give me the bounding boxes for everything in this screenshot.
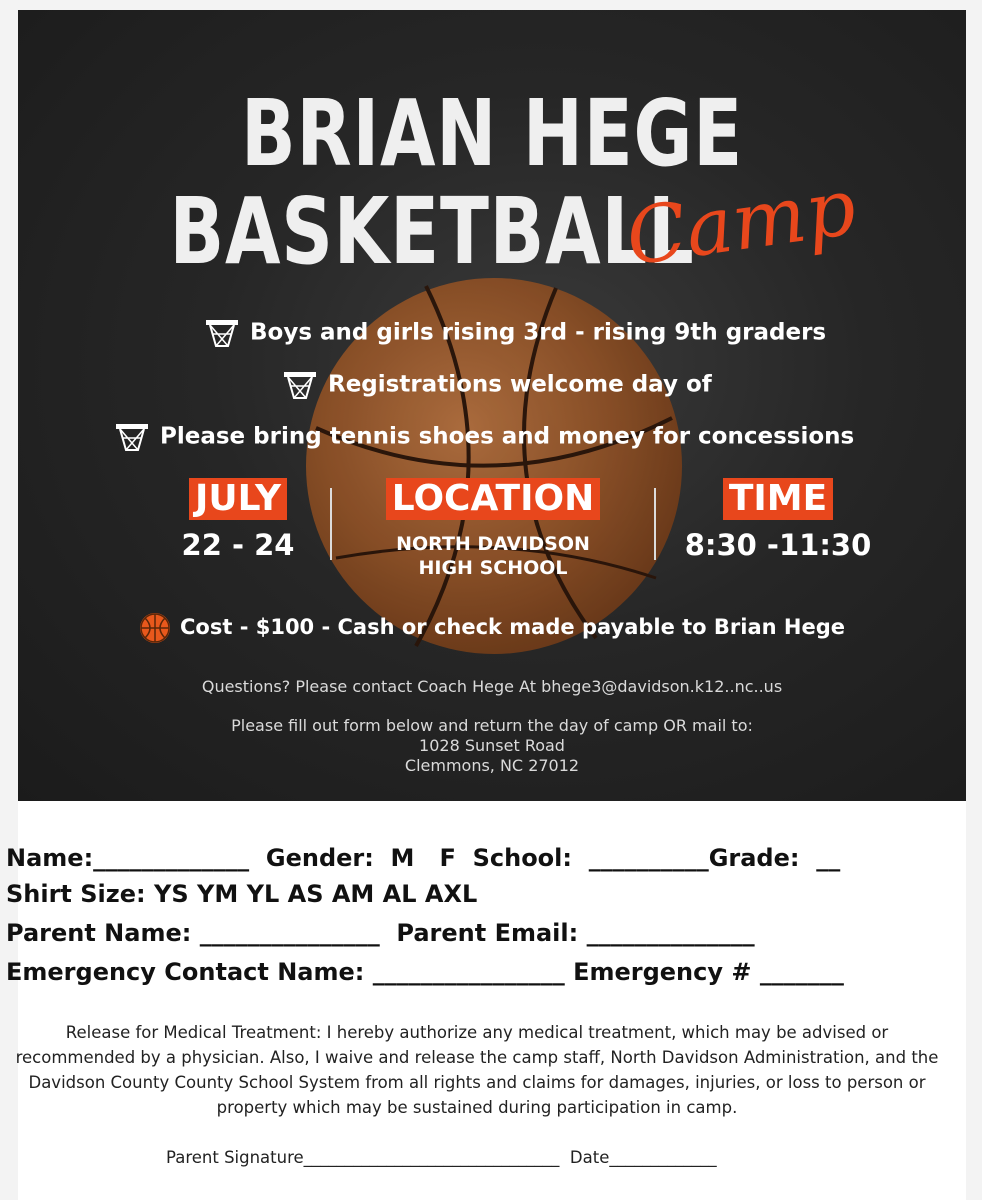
bullet-item [114,422,854,452]
mail-line-3: Clemmons, NC 27012 [404,756,580,775]
location-label: LOCATION [386,478,600,520]
divider [330,488,332,560]
form-row-parent[interactable]: Parent Name: _______________ Parent Email: ______________ [6,919,755,947]
basketball-hoop-icon [204,318,240,348]
questions-text: Questions? Please contact Coach Hege At bhege3@davidson.k12..nc..us [201,677,783,696]
date-block [158,478,318,562]
date-label: JULY [189,478,287,520]
bullet-item [204,318,826,348]
time-value: 8:30 -11:30 [684,528,872,562]
cost-line [140,613,845,643]
medical-release-text: Release for Medical Treatment: I hereby authorize any medical treatment, which may be advised or recommended by a physician. Also, I waive and release the camp staff, North Davidson Administration, and the Davidson County County School System from all rights and claims for damages, injuries, or loss to person or property which may be sustained during participation in camp. [15,1023,939,1117]
form-row-shirt-size[interactable]: Shirt Size: YS YM YL AS AM AL AXL [6,880,478,908]
title-script-camp: Camp [620,162,862,284]
cost-text: Cost - $100 - Cash or check made payable to Brian Hege [180,615,846,639]
basketball-hoop-icon [282,370,318,400]
mail-line-1: Please fill out form below and return the day of camp OR mail to: [231,716,753,735]
signature-line[interactable]: Parent Signature_______________________________ Date_____________ [166,1148,717,1167]
basketball-hoop-icon [114,422,150,452]
form-row-emergency[interactable]: Emergency Contact Name: ________________ Emergency # _______ [6,958,844,986]
bullet-item [282,370,712,400]
mail-line-2: 1028 Sunset Road [419,736,565,755]
time-block [668,478,888,562]
location-block [348,478,638,580]
time-label: TIME [723,478,833,520]
date-value: 22 - 24 [181,528,295,562]
title-line-2: BASKETBALL [169,178,695,285]
title-line-1: BRIAN HEGE [240,80,744,187]
bullet-text: Please bring tennis shoes and money for concessions [160,423,855,450]
form-row-name[interactable]: Name:_____________ Gender: M F School: __________Grade: __ [6,844,841,872]
location-line-1: NORTH DAVIDSON [396,533,590,555]
bullet-text: Registrations welcome day of [328,371,712,398]
bullet-text: Boys and girls rising 3rd - rising 9th graders [250,319,827,346]
location-line-2: HIGH SCHOOL [418,557,568,579]
basketball-icon [140,613,170,643]
divider [654,488,656,560]
poster-banner [18,10,966,801]
